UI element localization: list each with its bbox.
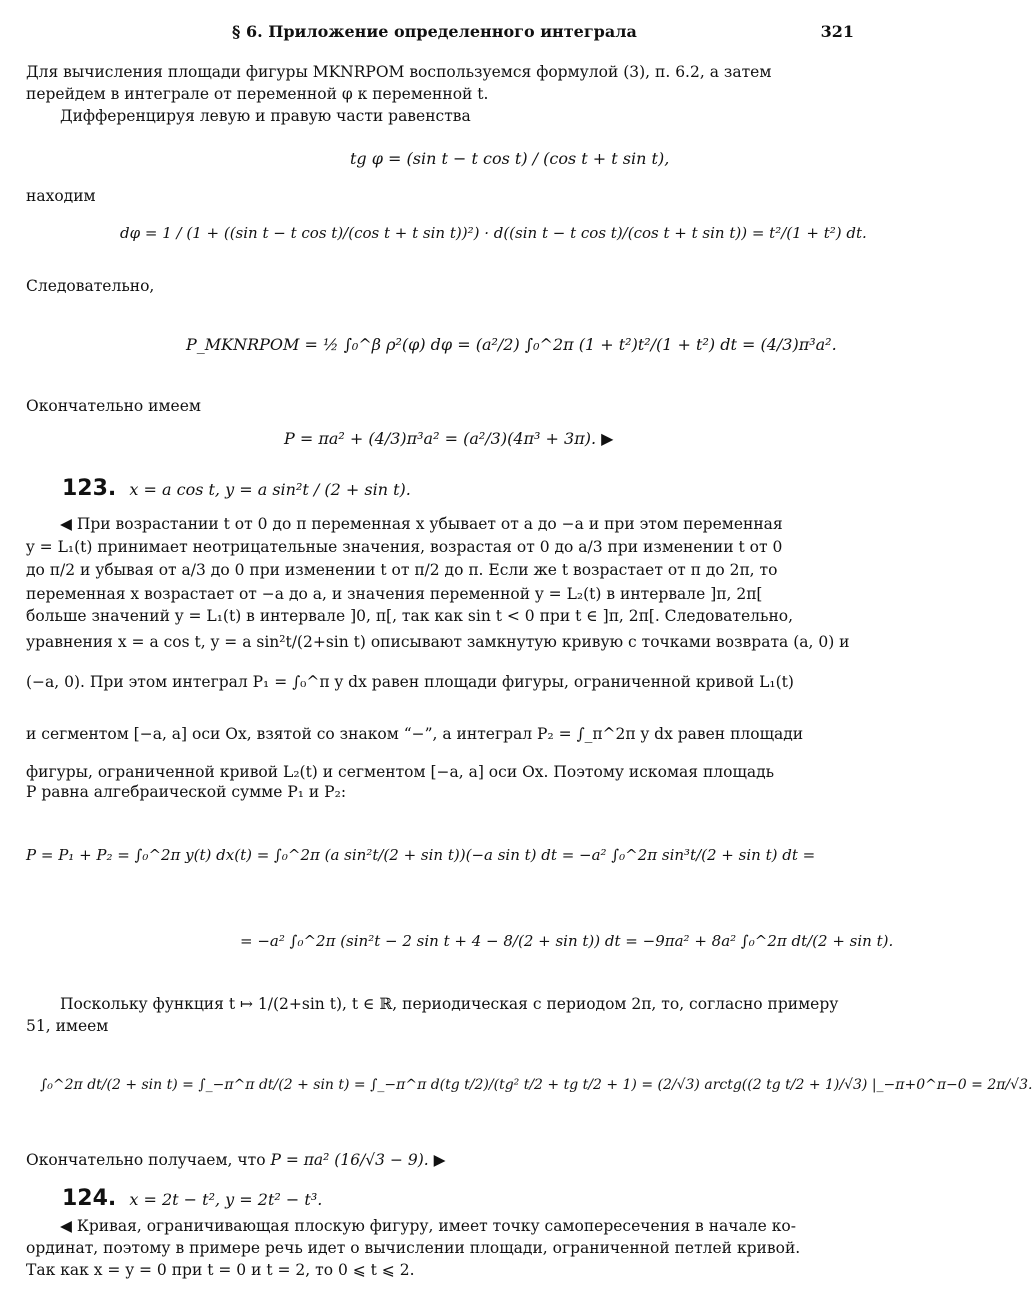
text-line: Окончательно имеем <box>26 397 201 415</box>
text-line: находим <box>26 187 96 205</box>
problem-124-heading <box>62 1186 322 1211</box>
text-line: и сегментом [−a, a] оси Ox, взятой со знаком “−”, а интеграл P₂ = ∫_π^2π y dx равен площади <box>26 725 804 743</box>
text-line: фигуры, ограниченной кривой L₂(t) и сегментом [−a, a] оси Ox. Поэтому искомая площадь <box>26 763 775 781</box>
text-line: ◀ Кривая, ограничивающая плоскую фигуру, имеет точку самопересечения в начале ко- <box>60 1217 796 1235</box>
text-line: ординат, поэтому в примере речь идет о вычислении площади, ограниченной петлей кривой. <box>26 1239 801 1257</box>
result-line <box>26 1150 446 1170</box>
equation-tg: tg φ = (sin t − t cos t) / (cos t + t sin t), <box>350 149 670 168</box>
text-line: (−a, 0). При этом интеграл P₁ = ∫₀^π y dx равен площади фигуры, ограниченной кривой L₁(t) <box>26 673 794 691</box>
problem-number: 123. <box>62 476 117 501</box>
equation-sum-line1: P = P₁ + P₂ = ∫₀^2π y(t) dx(t) = ∫₀^2π (a sin²t/(2 + sin t))(−a sin t) dt = −a² ∫₀^2π sin³t/(2 + sin t) dt = <box>26 846 816 864</box>
problem-123-heading <box>62 476 411 501</box>
section-title: § 6. Приложение определенного интеграла <box>232 22 637 41</box>
equation-result: P = πa² (16/√3 − 9). ▶ <box>270 1151 446 1169</box>
text-line: уравнения x = a cos t, y = a sin²t/(2+sin t) описывают замкнутую кривую с точками возврата (a, 0) и <box>26 633 850 651</box>
page-header <box>26 22 854 46</box>
equation-integral: ∫₀^2π dt/(2 + sin t) = ∫_−π^π dt/(2 + sin t) = ∫_−π^π d(tg t/2)/(tg² t/2 + tg t/2 + 1) = (2/√3) arctg((2 tg t/2 + 1)/√3) |_−π+0^π−0 = 2π/√3. <box>40 1077 1032 1093</box>
text-line: Так как x = y = 0 при t = 0 и t = 2, то 0 ⩽ t ⩽ 2. <box>26 1261 415 1279</box>
equation-dphi: dφ = 1 / (1 + ((sin t − t cos t)/(cos t + t sin t))²) · d((sin t − t cos t)/(cos t + t sin t)) = t²/(1 + t²) dt. <box>120 224 867 242</box>
text-line: ◀ При возрастании t от 0 до π переменная x убывает от a до −a и при этом переменная <box>60 515 783 533</box>
text-line: Дифференцируя левую и правую части равенства <box>60 107 471 125</box>
text-line: переменная x возрастает от −a до a, и значения переменной y = L₂(t) в интервале ]π, 2π[ <box>26 585 763 603</box>
text-line: больше значений y = L₁(t) в интервале ]0, π[, так как sin t < 0 при t ∈ ]π, 2π[. Следовательно, <box>26 607 794 625</box>
text-line: 51, имеем <box>26 1017 109 1035</box>
text-line: Поскольку функция t ↦ 1/(2+sin t), t ∈ ℝ, периодическая с периодом 2π, то, согласно примеру <box>60 995 839 1013</box>
problem-equation: x = a cos t, y = a sin²t / (2 + sin t). <box>129 480 411 499</box>
equation-sum-line2: = −a² ∫₀^2π (sin²t − 2 sin t + 4 − 8/(2 + sin t)) dt = −9πa² + 8a² ∫₀^2π dt/(2 + sin t). <box>240 932 894 950</box>
text-line: Окончательно получаем, что <box>26 1151 266 1169</box>
text-line: до π/2 и убывая от a/3 до 0 при изменении t от π/2 до π. Если же t возрастает от π до 2π, то <box>26 561 778 579</box>
equation-final-area: P = πa² + (4/3)π³a² = (a²/3)(4π³ + 3π). ▶ <box>284 429 614 448</box>
problem-number: 124. <box>62 1186 117 1211</box>
equation-area-mknrpom: P_MKNRPOM = ½ ∫₀^β ρ²(φ) dφ = (a²/2) ∫₀^2π (1 + t²)t²/(1 + t²) dt = (4/3)π³a². <box>186 335 837 354</box>
text-line: P равна алгебраической сумме P₁ и P₂: <box>26 783 347 801</box>
problem-equation: x = 2t − t², y = 2t² − t³. <box>129 1190 323 1209</box>
text-line: Следовательно, <box>26 277 155 295</box>
text-line: y = L₁(t) принимает неотрицательные значения, возрастая от 0 до a/3 при изменении t от 0 <box>26 538 783 556</box>
page-number: 321 <box>820 22 854 41</box>
text-line: Для вычисления площади фигуры MKNRPOM воспользуемся формулой (3), п. 6.2, а затем <box>26 63 772 81</box>
text-line: перейдем в интеграле от переменной φ к переменной t. <box>26 85 489 103</box>
